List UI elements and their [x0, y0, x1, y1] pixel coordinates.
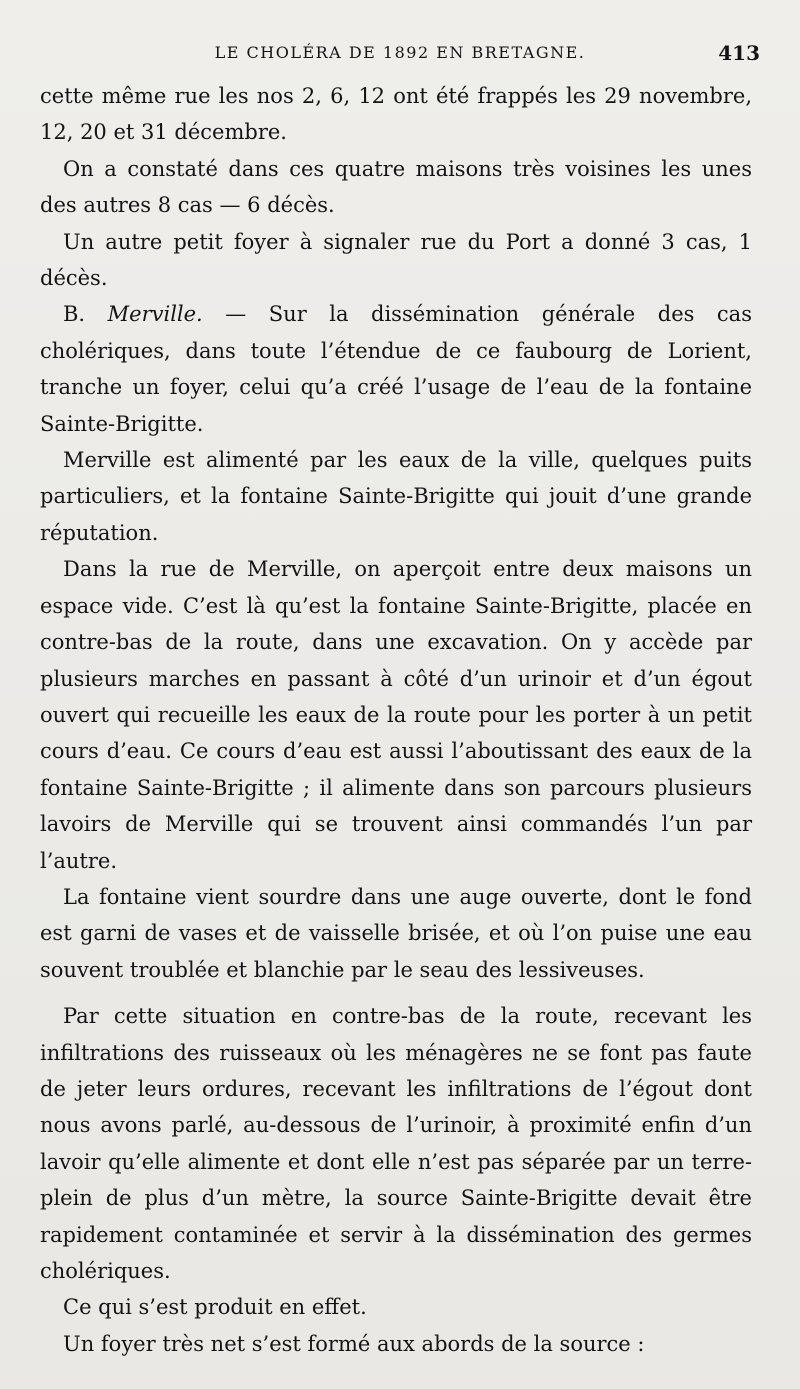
paragraph: Un autre petit foyer à signaler rue du Port a donné 3 cas, 1 décès. [40, 229, 752, 291]
section-paragraph-merville [40, 296, 752, 442]
paragraph: Ce qui s’est produit en effet. [63, 1295, 367, 1320]
section-heading: Merville. [107, 302, 203, 327]
paragraph: Merville est alimenté par les eaux de la ville, quelques puits particuliers, et la fontaine Sainte-Brigitte qui jouit d’une grande réputation. [40, 448, 752, 545]
paragraph: Par cette situation en contre-bas de la route, recevant les infiltrations des ruisseaux où les ménagères ne se font pas faute de jeter leurs ordures, recevant les infiltrations de l’égout dont nous avons parlé, au-dessous de l’urinoir, à proximité enfin d’un lavoir qu’elle alimente et dont elle n’est pas séparée par un terre-plein de plus d’un mètre, la source Sainte-Brigitte devait être rapidement contaminée et servir à la dissémination des germes cholériques. [40, 1004, 752, 1283]
paragraph: La fontaine vient sourdre dans une auge ouverte, dont le fond est garni de vases et de vaisselle brisée, et où l’on puise une eau souvent troublée et blanchie par le seau des lessiveuses. [40, 884, 752, 982]
page-number: 413 [718, 41, 760, 65]
section-text: — Sur la dissémination générale des cas cholériques, dans toute l’étendue de ce faubourg de Lorient, tranche un foyer, celui qu’a créé l’usage de l’eau de la fontaine Sainte-Brigitte. [40, 302, 752, 436]
section-label: B. [63, 302, 86, 327]
paragraph: On a constaté dans ces quatre maisons très voisines les unes des autres 8 cas — 6 décès. [40, 156, 752, 218]
body-text [40, 78, 752, 1362]
paragraph-continuation: cette même rue les nos 2, 6, 12 ont été frappés les 29 novembre, 12, 20 et 31 décembre. [40, 84, 752, 145]
paragraph: Dans la rue de Merville, on aperçoit entre deux maisons un espace vide. C’est là qu’est la fontaine Sainte-Brigitte, placée en contre-bas de la route, dans une excavation. On y accède par plusieurs marches en passant à côté d’un urinoir et d’un égout ouvert qui recueille les eaux de la route pour les porter à un petit cours d’eau. Ce cours d’eau est aussi l’aboutissant des eaux de la fontaine Sainte-Brigitte ; il alimente dans son parcours plusieurs lavoirs de Merville qui se trouvent ainsi commandés l’un par l’autre. [40, 557, 752, 873]
running-head [40, 38, 760, 68]
paragraph: Un foyer très net s’est formé aux abords de la source : [63, 1331, 645, 1356]
running-head-title: LE CHOLÉRA DE 1892 EN BRETAGNE. [214, 43, 586, 62]
